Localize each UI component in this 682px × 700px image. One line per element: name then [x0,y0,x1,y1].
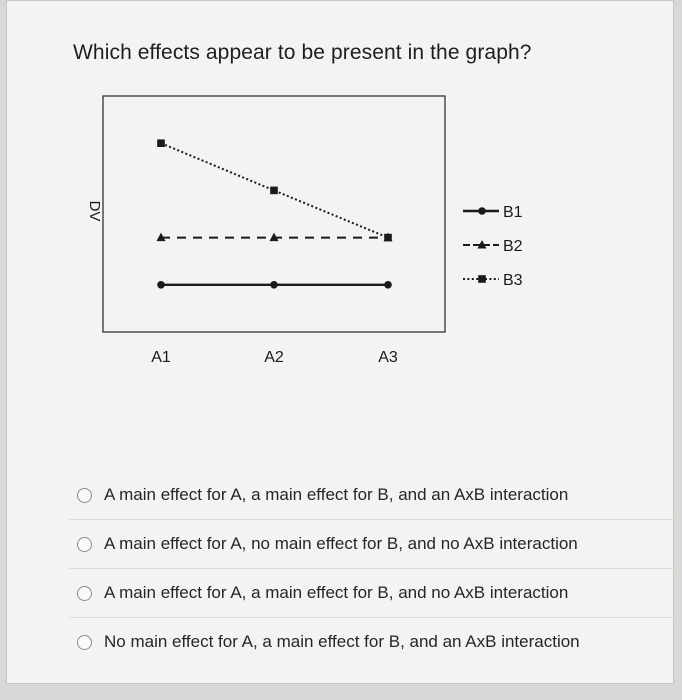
x-tick-label: A3 [378,349,398,366]
radio-button[interactable] [77,635,92,650]
legend-marker-b1 [478,207,486,215]
data-point-b3-a2 [270,187,278,195]
data-point-b3-a3 [384,234,392,242]
interaction-chart [7,1,675,401]
question-text: Which effects appear to be present in the graph? [73,41,532,64]
x-tick-label: A2 [264,349,284,366]
radio-button[interactable] [77,537,92,552]
answer-option-1[interactable] [69,471,681,519]
legend-label-b3: B3 [503,272,523,289]
data-point-b1-a1 [157,281,165,289]
data-point-b1-a2 [270,281,278,289]
answer-option-label: A main effect for A, no main effect for B, and no AxB interaction [104,534,578,553]
answer-option-2[interactable] [69,519,681,568]
answer-option-label: No main effect for A, a main effect for B, and an AxB interaction [104,632,580,651]
legend-marker-b3 [478,275,486,283]
data-point-b1-a3 [384,281,392,289]
question-card [6,0,674,684]
radio-button[interactable] [77,586,92,601]
x-tick-label: A1 [151,349,171,366]
answer-option-label: A main effect for A, a main effect for B, and an AxB interaction [104,485,569,504]
answer-option-4[interactable] [69,617,681,666]
legend-label-b1: B1 [503,204,523,221]
answer-option-label: A main effect for A, a main effect for B, and no AxB interaction [104,583,569,602]
legend-label-b2: B2 [503,238,523,255]
radio-button[interactable] [77,488,92,503]
answer-options [69,471,681,666]
plot-frame [103,96,445,332]
answer-option-3[interactable] [69,568,681,617]
data-point-b3-a1 [157,139,165,147]
y-axis-label: DV [86,200,103,222]
